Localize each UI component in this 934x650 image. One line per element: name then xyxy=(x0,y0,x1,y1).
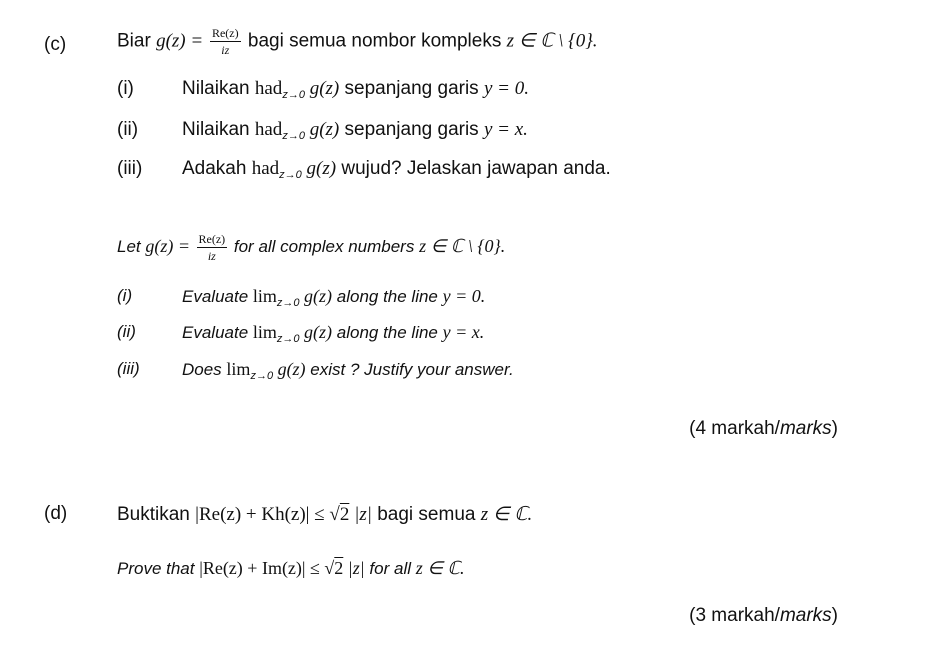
limit-subscript: z→0 xyxy=(276,333,300,345)
subpart-c-i-malay xyxy=(182,78,529,101)
modulus-expression: |z| xyxy=(343,558,365,578)
subpart-c-i-english xyxy=(182,286,485,309)
subpart-text: along the line xyxy=(332,323,443,342)
set-expression: z ∈ ℂ. xyxy=(480,504,533,525)
marks-text-italic: marks xyxy=(779,605,832,626)
limit-operator: lim xyxy=(252,286,277,306)
subpart-text: sepanjang garis xyxy=(339,78,484,99)
marks-text: ) xyxy=(831,605,838,626)
limit-operator: lim xyxy=(252,322,277,342)
limit-subscript: z→0 xyxy=(279,169,302,181)
function-expression: g(z) = xyxy=(145,235,195,256)
part-d-malay-question xyxy=(117,503,532,526)
marks-text: (3 markah/ xyxy=(689,605,780,626)
subpart-text: Evaluate xyxy=(182,287,253,306)
limit-subscript: z→0 xyxy=(276,297,300,309)
subpart-c-ii-malay xyxy=(182,119,528,142)
question-text: bagi semua xyxy=(371,504,481,525)
equation: y = x. xyxy=(442,322,485,342)
subpart-text: Evaluate xyxy=(182,323,253,342)
question-text: for all xyxy=(364,559,416,578)
part-c-english-question xyxy=(117,232,505,263)
set-expression: z ∈ ℂ \ {0}. xyxy=(506,30,598,52)
subpart-text: exist ? Justify your answer. xyxy=(305,360,514,379)
question-text: for all complex numbers xyxy=(229,236,420,256)
part-d-label: (d) xyxy=(44,503,68,524)
subpart-text: sepanjang garis xyxy=(339,119,484,140)
question-text: Biar xyxy=(117,30,157,52)
subpart-text: Does xyxy=(182,360,227,379)
marks-text-italic: marks xyxy=(779,418,832,439)
sqrt-radicand: 2 xyxy=(334,558,344,578)
subpart-label: (ii) xyxy=(117,119,139,140)
subpart-label: (ii) xyxy=(117,322,136,341)
subpart-c-iii-malay xyxy=(182,158,611,181)
question-text: Let xyxy=(117,236,146,256)
fraction-denominator: iz xyxy=(207,249,216,263)
subpart-text: wujud? Jelaskan jawapan anda. xyxy=(336,158,611,179)
inequality-expression: |Re(z) + Kh(z)| ≤ xyxy=(195,504,330,525)
function-expression: g(z) xyxy=(299,322,333,342)
function-expression: g(z) xyxy=(299,286,333,306)
subpart-text: Adakah xyxy=(182,158,252,179)
limit-subscript: z→0 xyxy=(250,370,274,382)
limit-subscript: z→0 xyxy=(282,89,305,101)
question-text: Prove that xyxy=(117,559,200,578)
modulus-expression: |z| xyxy=(349,504,372,525)
set-expression: z ∈ ℂ \ {0}. xyxy=(419,235,506,256)
function-expression: g(z) xyxy=(273,359,306,379)
limit-operator: lim xyxy=(226,359,251,379)
fraction xyxy=(210,26,241,57)
subpart-c-iii-english xyxy=(182,359,514,382)
limit-operator: had xyxy=(251,158,280,179)
limit-operator: had xyxy=(254,119,283,140)
equation: y = x. xyxy=(483,119,528,140)
sqrt-radicand: 2 xyxy=(339,504,350,525)
equation: y = 0. xyxy=(442,286,486,306)
subpart-label: (i) xyxy=(117,286,133,305)
part-d-english-question xyxy=(117,558,465,579)
question-text: bagi semua nombor kompleks xyxy=(242,30,507,52)
part-c-label: (c) xyxy=(44,34,67,55)
fraction-numerator: Re(z) xyxy=(211,26,239,40)
function-expression: g(z) xyxy=(304,78,340,99)
subpart-text: Nilaikan xyxy=(182,119,255,140)
sqrt-symbol: √ xyxy=(324,558,335,578)
function-expression: g(z) = xyxy=(156,30,208,52)
subpart-text: along the line xyxy=(332,287,443,306)
equation: y = 0. xyxy=(483,78,529,99)
set-expression: z ∈ ℂ. xyxy=(415,558,465,578)
limit-operator: had xyxy=(254,78,283,99)
marks-c xyxy=(689,418,838,440)
subpart-text: Nilaikan xyxy=(182,78,255,99)
subpart-label: (iii) xyxy=(117,359,140,378)
subpart-label: (iii) xyxy=(117,158,143,179)
marks-text: (4 markah/ xyxy=(689,418,780,439)
part-c-malay-question xyxy=(117,26,598,57)
fraction-denominator: iz xyxy=(221,43,230,57)
sqrt-symbol: √ xyxy=(329,504,340,525)
marks-text: ) xyxy=(831,418,838,439)
function-expression: g(z) xyxy=(301,158,337,179)
marks-d xyxy=(689,605,838,627)
subpart-label: (i) xyxy=(117,78,134,99)
subpart-c-ii-english xyxy=(182,322,484,345)
question-text: Buktikan xyxy=(117,504,196,525)
fraction xyxy=(197,232,228,263)
inequality-expression: |Re(z) + Im(z)| ≤ xyxy=(199,558,325,578)
function-expression: g(z) xyxy=(304,119,340,140)
limit-subscript: z→0 xyxy=(282,130,305,142)
fraction-numerator: Re(z) xyxy=(198,232,226,246)
